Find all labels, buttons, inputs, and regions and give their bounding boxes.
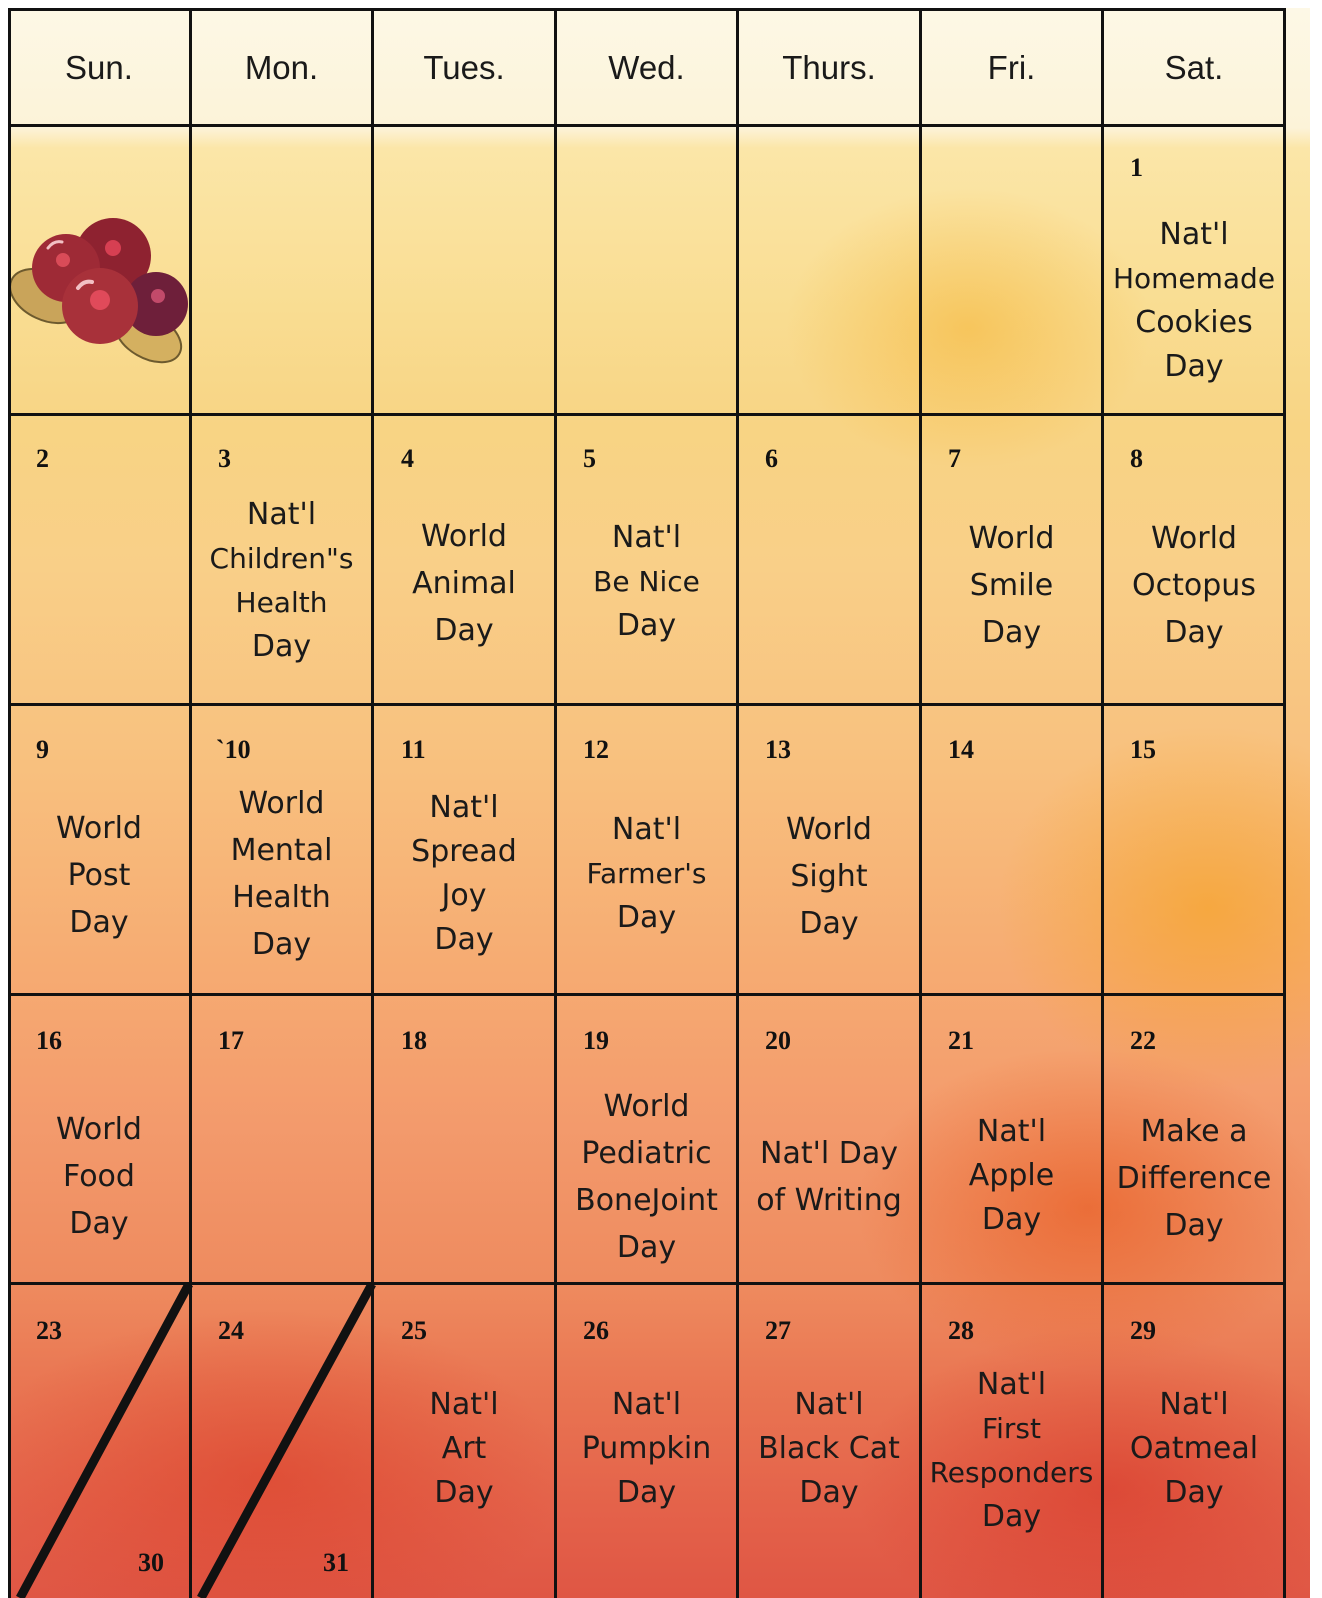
day-17-number: 17 (218, 1026, 244, 1055)
day-11-event: Nat'l Spread Joy Day (411, 790, 517, 957)
split-diagonals (8, 8, 1310, 1598)
day-8-number: 8 (1130, 444, 1143, 473)
weekday-fri: Fri. (987, 49, 1036, 86)
weekday-thu: Thurs. (782, 49, 876, 86)
day-28-number: 28 (948, 1316, 974, 1345)
diagonal-23-30 (20, 1284, 189, 1598)
day-3-event: Nat'l Children"s Health Day (209, 497, 354, 664)
weekday-tue: Tues. (423, 49, 505, 86)
day-22-number: 22 (1130, 1026, 1156, 1055)
day-20-number: 20 (765, 1026, 791, 1055)
day-1-number: 1 (1130, 153, 1143, 182)
day-16-number: 16 (36, 1026, 62, 1055)
day-29-number: 29 (1130, 1316, 1156, 1345)
day-25-event: Nat'l Art Day (429, 1387, 499, 1510)
day-18-number: 18 (401, 1026, 427, 1055)
day-7-number: 7 (948, 444, 961, 473)
day-3-number: 3 (218, 444, 231, 473)
day-26-event: Nat'l Pumpkin Day (581, 1387, 712, 1510)
day-4-event: World Animal Day (412, 519, 516, 648)
day-21-event: Nat'l Apple Day (968, 1114, 1055, 1237)
day-13-event: World Sight Day (786, 812, 872, 941)
day-31-number: 31 (323, 1548, 349, 1577)
day-9-event: World Post Day (56, 811, 142, 940)
day-1-event: Nat'l Homemade Cookies Day (1112, 217, 1276, 384)
day-21-number: 21 (948, 1026, 974, 1055)
weekday-sat: Sat. (1164, 49, 1224, 86)
day-14-number: 14 (948, 735, 974, 764)
day-11-number: 11 (401, 735, 426, 764)
day-10-event: World Mental Health Day (230, 786, 333, 962)
day-4-number: 4 (401, 444, 414, 473)
day-16-event: World Food Day (56, 1112, 142, 1241)
day-9-number: 9 (36, 735, 49, 764)
day-28-event: Nat'l First Responders Day (929, 1367, 1094, 1534)
day-7-event: World Smile Day (968, 521, 1055, 650)
day-5-number: 5 (583, 444, 596, 473)
day-12-event: Nat'l Farmer's Day (586, 812, 707, 935)
weekday-sun: Sun. (65, 49, 133, 86)
day-6-number: 6 (765, 444, 778, 473)
weekday-wed: Wed. (608, 49, 685, 86)
day-12-number: 12 (583, 735, 609, 764)
day-23-number: 23 (36, 1316, 62, 1345)
weekday-mon: Mon. (244, 49, 319, 86)
day-19-number: 19 (583, 1026, 609, 1055)
day-24-number: 24 (218, 1316, 244, 1345)
day-30-number: 30 (138, 1548, 164, 1577)
day-27-event: Nat'l Black Cat Day (758, 1387, 900, 1510)
day-29-event: Nat'l Oatmeal Day (1129, 1387, 1259, 1510)
day-15-number: 15 (1130, 735, 1156, 764)
day-25-number: 25 (401, 1316, 427, 1345)
day-2-number: 2 (36, 444, 49, 473)
day-8-event: World Octopus Day (1132, 521, 1256, 650)
day-10-number: `10 (216, 735, 251, 764)
day-27-number: 27 (765, 1316, 791, 1345)
day-19-event: World Pediatric BoneJoint Day (575, 1089, 718, 1265)
day-5-event: Nat'l Be Nice Day (593, 520, 700, 643)
day-20-event: Nat'l Day of Writing (756, 1136, 902, 1218)
day-22-event: Make a Difference Day (1116, 1114, 1272, 1243)
diagonal-24-31 (201, 1284, 372, 1598)
day-13-number: 13 (765, 735, 791, 764)
day-26-number: 26 (583, 1316, 609, 1345)
calendar (8, 8, 1310, 1598)
